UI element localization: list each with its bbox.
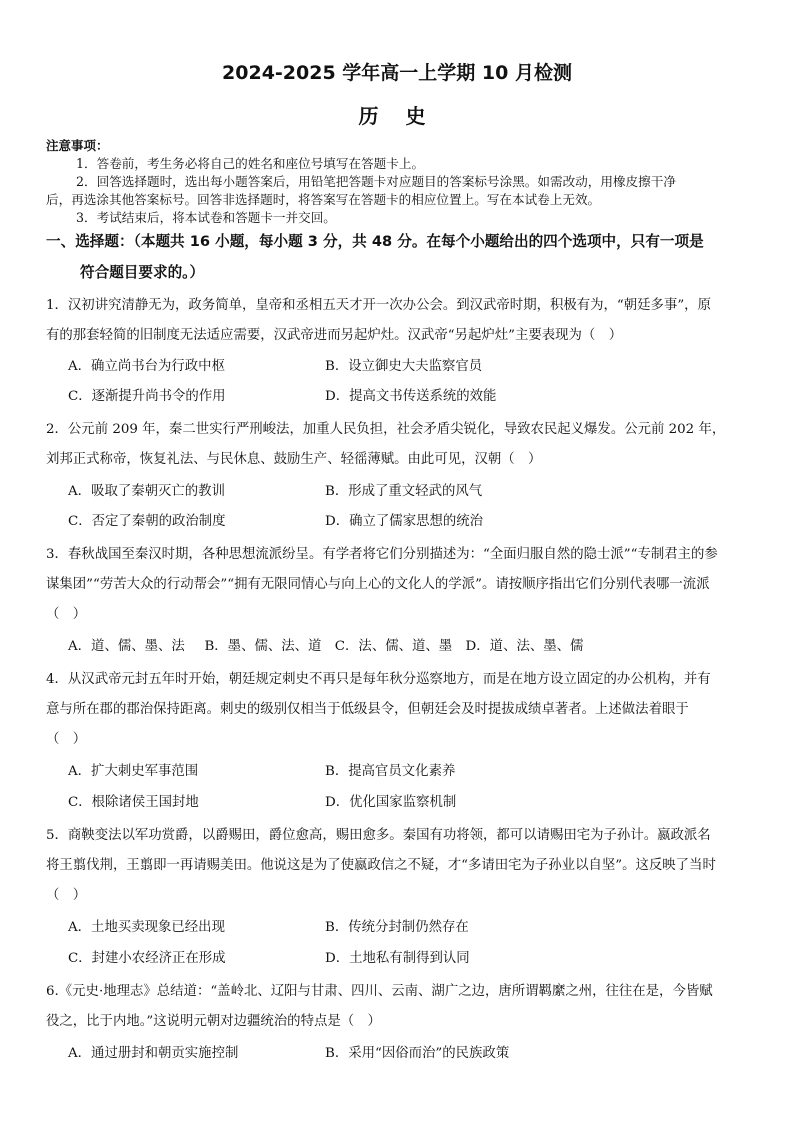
notes-heading: 注意事项： xyxy=(46,138,109,153)
note-2-cont: 后，再选涂其他答案标号。回答非选择题时，将答案写在答题卡的相应位置上。写在本试卷上无效。 xyxy=(46,192,601,207)
note-3: 3．考试结束后，将本试卷和答题卡一并交回。 xyxy=(76,210,336,225)
question-1-line-2: 有的那套轻简的旧制度无法适应需要，汉武帝进而另起炉灶。汉武帝“另起炉灶”主要表现为（ ） xyxy=(46,328,623,343)
question-1-option-a: A．确立尚书台为行政中枢 xyxy=(68,359,225,374)
section-heading-cont: 符合题目要求的。） xyxy=(80,264,205,281)
question-4-option-b: B．提高官员文化素养 xyxy=(325,764,456,779)
question-3-line-2: 谋集团”“劳苦大众的行动帮会”“拥有无限同情心与向上心的文化人的学派”。请按顺序指出它们分别代表哪一流派 xyxy=(46,577,710,592)
question-6-line-1: 6.《元史·地理志》总结道：“盖岭北、辽阳与甘肃、四川、云南、湖广之边，唐所谓羁縻之州，往往在是，今皆赋 xyxy=(46,984,713,999)
question-2-option-a: A．吸取了秦朝灭亡的教训 xyxy=(68,484,225,499)
question-2-option-c: C．否定了秦朝的政治制度 xyxy=(68,514,226,529)
question-3-line-3: （ ） xyxy=(46,607,87,622)
question-6-line-2: 役之，比于内地。”这说明元朝对边疆统治的特点是（ ） xyxy=(46,1014,381,1029)
question-1-option-d: D．提高文书传送系统的效能 xyxy=(325,389,497,404)
question-4-option-d: D．优化国家监察机制 xyxy=(325,795,457,810)
question-2-option-b: B．形成了重文轻武的风气 xyxy=(325,484,483,499)
question-5-option-d: D．土地私有制得到认同 xyxy=(325,951,470,966)
question-1-option-c: C．逐渐提升尚书令的作用 xyxy=(68,389,226,404)
question-5-line-3: （ ） xyxy=(46,888,87,903)
question-6-option-a: A．通过册封和朝贡实施控制 xyxy=(68,1046,239,1061)
question-1-option-b: B．设立御史大夫监察官员 xyxy=(325,359,483,374)
question-4-line-1: 4．从汉武帝元封五年时开始，朝廷规定刺史不再只是每年秋分巡察地方，而是在地方设立固定的办公机构，并有 xyxy=(46,672,711,687)
question-4-line-2: 意与所在郡的郡治保持距离。刺史的级别仅相当于低级县令，但朝廷会及时提拔成绩卓著者。上述做法着眼于 xyxy=(46,702,689,717)
question-5-line-2: 将王翦伐荆，王翦即一再请赐美田。他说这是为了使嬴政信之不疑，才“多请田宅为子孙业以自坚”。这反映了当时 xyxy=(46,858,716,873)
question-5-option-c: C．封建小农经济正在形成 xyxy=(68,951,226,966)
note-2: 2．回答选择题时，选出每小题答案后，用铅笔把答题卡对应题目的答案标号涂黑。如需改动，用橡皮擦干净 xyxy=(76,174,676,189)
question-4-option-a: A．扩大刺史军事范围 xyxy=(68,764,199,779)
question-6-option-b: B．采用“因俗而治”的民族政策 xyxy=(325,1046,510,1061)
question-2-line-2: 刘邦正式称帝，恢复礼法、与民休息、鼓励生产、轻徭薄赋。由此可见，汉朝（ ） xyxy=(46,452,542,467)
section-heading: 一、选择题：（本题共 16 小题，每小题 3 分，共 48 分。在每个小题给出的四个选项中，只有一项是 xyxy=(46,233,704,250)
question-3-line-1: 3．春秋战国至秦汉时期，各种思想流派纷呈。有学者将它们分别描述为：“全面归服自然的隐士派”“专制君主的参 xyxy=(46,547,718,562)
question-4-line-3: （ ） xyxy=(46,732,87,747)
question-3-options: A．道、儒、墨、法 B．墨、儒、法、道 C．法、儒、道、墨 D．道、法、墨、儒 xyxy=(68,639,584,654)
subject-title: 历 史 xyxy=(358,104,436,128)
question-5-line-1: 5．商鞅变法以军功赏爵，以爵赐田，爵位愈高，赐田愈多。秦国有功将领，都可以请赐田宅为子孙计。嬴政派名 xyxy=(46,828,711,843)
note-1: 1．答卷前，考生务必将自己的姓名和座位号填写在答题卡上。 xyxy=(76,156,425,171)
question-2-line-1: 2．公元前 209 年，秦二世实行严刑峻法，加重人民负担，社会矛盾尖锐化，导致农民起义爆发。公元前 202 年， xyxy=(46,422,726,437)
question-4-option-c: C．根除诸侯王国封地 xyxy=(68,795,199,810)
question-5-option-a: A．土地买卖现象已经出现 xyxy=(68,920,225,935)
question-2-option-d: D．确立了儒家思想的统治 xyxy=(325,514,484,529)
exam-title: 2024-2025 学年高一上学期 10 月检测 xyxy=(222,62,572,84)
question-1-line-1: 1．汉初讲究清静无为，政务简单，皇帝和丞相五天才开一次办公会。到汉武帝时期，积极有为，“朝廷多事”，原 xyxy=(46,298,711,313)
question-5-option-b: B．传统分封制仍然存在 xyxy=(325,920,469,935)
